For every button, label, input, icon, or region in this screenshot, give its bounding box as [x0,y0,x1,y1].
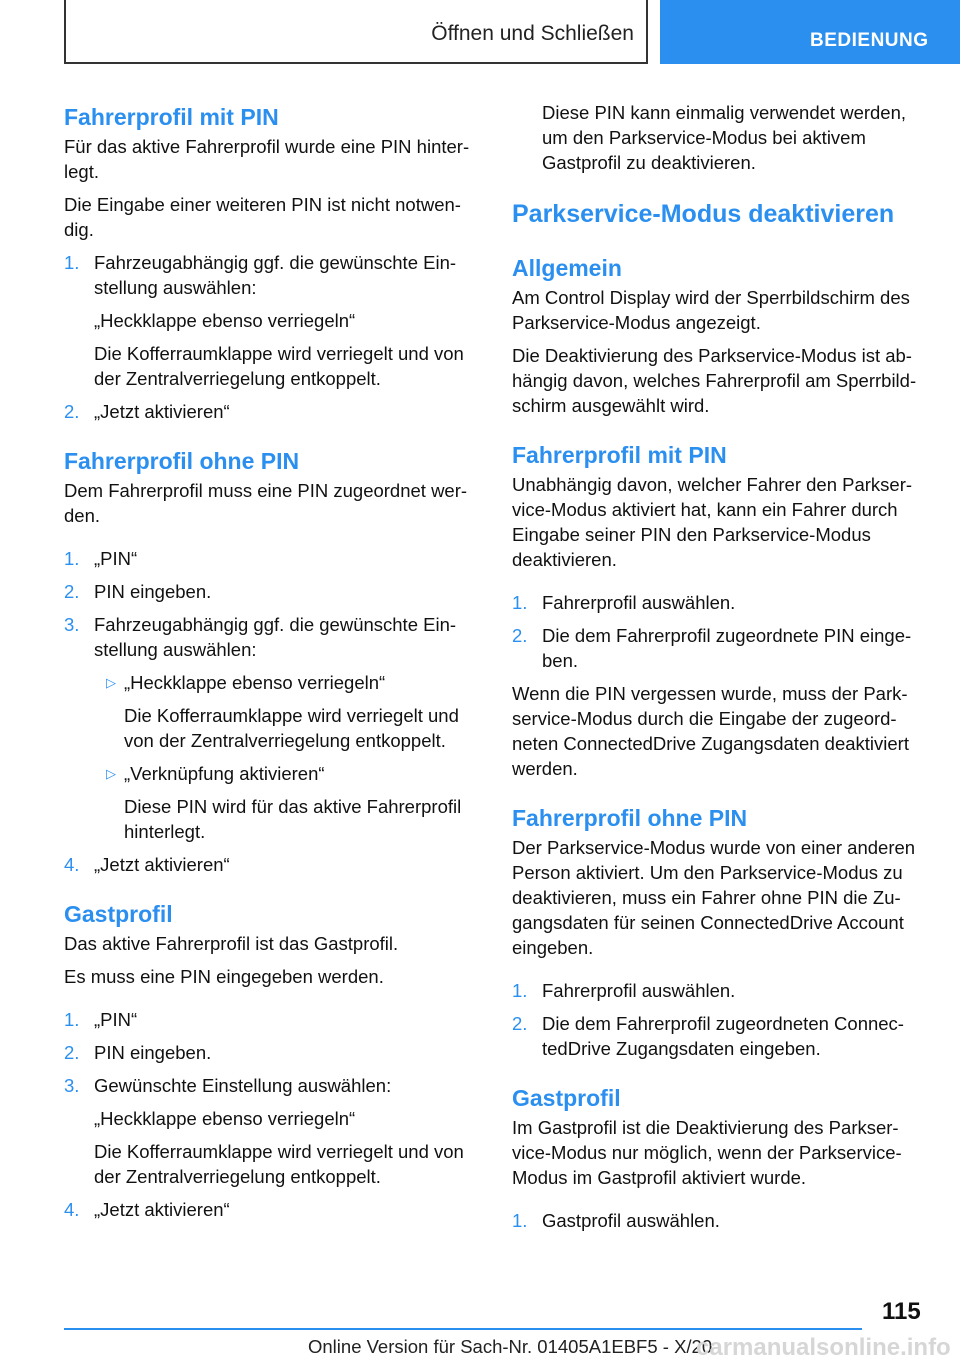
list-text: tedDrive Zugangsdaten eingeben. [542,1038,821,1059]
list-text: PIN eingeben. [94,581,212,602]
list-number: 2. [64,1042,80,1063]
list-item [64,546,478,571]
list-text: Die dem Fahrerprofil zugeordnete PIN einge- [542,625,912,646]
paragraph: Unabhängig davon, welcher Fahrer den Parkser- [512,474,913,495]
paragraph: Die Deaktivierung des Parkservice-Modus ist ab- [512,345,912,366]
list-item-cont [64,341,478,366]
list-item [64,1073,478,1098]
list-number: 2. [64,401,80,422]
list-text: der Zentralverriegelung entkoppelt. [94,368,381,389]
list-text: Die dem Fahrerprofil zugeordneten Connec- [542,1013,904,1034]
paragraph: Das aktive Fahrerprofil ist das Gastprofil. [64,933,399,954]
list-text: Fahrzeugabhängig ggf. die gewünschte Ein- [94,252,457,273]
list-number: 1. [512,1210,528,1231]
list-item-cont [512,150,932,175]
list-number: 2. [64,581,80,602]
list-number: 1. [64,252,80,273]
heading-fahrerprofil-mit-pin: Fahrerprofil mit PIN [64,104,279,130]
paragraph: Es muss eine PIN eingegeben werden. [64,966,384,987]
list-text: um den Parkservice-Modus bei aktivem [542,127,866,148]
list-item [512,1011,932,1036]
list-item [512,623,932,648]
heading-gastprofil-2: Gastprofil [512,1085,621,1111]
list-item [512,590,932,615]
list-item-cont [64,1139,478,1164]
list-text: der Zentralverriegelung entkoppelt. [94,1166,381,1187]
header-chapter-badge [660,0,960,64]
list-item [512,1208,932,1233]
triangle-right-icon: ▷ [106,766,116,781]
heading-gastprofil: Gastprofil [64,901,173,927]
list-item [64,612,478,637]
list-text: Gastprofil auswählen. [542,1210,720,1231]
heading-parkservice-modus-deaktivieren: Parkservice-Modus deaktivieren [512,200,895,228]
list-text: Fahrzeugabhängig ggf. die gewünschte Ein- [94,614,457,635]
list-text: Die Kofferraumklappe wird verriegelt und von [94,1141,464,1162]
bullet-text: Diese PIN wird für das aktive Fahrerprofil [124,796,462,817]
list-number: 1. [64,548,80,569]
list-text: ben. [542,650,579,671]
list-text: Die Kofferraumklappe wird verriegelt und von [94,343,464,364]
list-text: PIN eingeben. [94,1042,212,1063]
paragraph: service-Modus durch die Eingabe der zugeord- [512,708,897,729]
list-item-cont [64,1164,478,1189]
list-text: „Heckklappe ebenso verriegeln“ [94,1108,356,1129]
bullet-item-cont [64,728,478,753]
paragraph: Modus im Gastprofil aktiviert wurde. [512,1167,807,1188]
list-text: „PIN“ [94,1009,138,1030]
bullet-text: „Verknüpfung aktivieren“ [124,763,325,784]
list-item [64,1040,478,1065]
paragraph: Für das aktive Fahrerprofil wurde eine PIN hinter- [64,136,470,157]
list-number: 4. [64,854,80,875]
list-text: stellung auswählen: [94,639,257,660]
list-item [64,1007,478,1032]
paragraph: vice-Modus nur möglich, wenn der Parkservice- [512,1142,902,1163]
heading-fahrerprofil-ohne-pin-2: Fahrerprofil ohne PIN [512,805,748,831]
paragraph: vice-Modus aktiviert hat, kann ein Fahrer durch [512,499,898,520]
paragraph: legt. [64,161,99,182]
paragraph: deaktivieren. [512,549,617,570]
list-number: 2. [512,1013,528,1034]
heading-fahrerprofil-ohne-pin: Fahrerprofil ohne PIN [64,448,300,474]
list-item-cont [512,1036,932,1061]
bullet-item-cont [64,794,478,819]
paragraph: Im Gastprofil ist die Deaktivierung des Parkser- [512,1117,899,1138]
list-text: „Jetzt aktivieren“ [94,854,230,875]
paragraph: schirm ausgewählt wird. [512,395,710,416]
footer-online-version: Online Version für Sach-Nr. 01405A1EBF5 - X/20 [308,1336,713,1357]
header-section-title: Öffnen und Schließen [431,22,634,45]
paragraph: eingeben. [512,937,594,958]
list-item-cont [512,100,932,125]
bullet-item [64,761,478,786]
paragraph: Dem Fahrerprofil muss eine PIN zugeordnet wer- [64,480,468,501]
list-item [512,978,932,1003]
footer-divider [64,1328,862,1330]
page-number: 115 [882,1298,921,1325]
list-text: Fahrerprofil auswählen. [542,980,736,1001]
paragraph: Der Parkservice-Modus wurde von einer anderen [512,837,916,858]
list-item [64,399,478,424]
list-number: 3. [64,1075,80,1096]
paragraph: neten ConnectedDrive Zugangsdaten deaktiviert [512,733,909,754]
paragraph: werden. [512,758,578,779]
list-text: „PIN“ [94,548,138,569]
paragraph: deaktivieren, muss ein Fahrer ohne PIN die Zu- [512,887,901,908]
paragraph: hängig davon, welches Fahrerprofil am Sperrbild- [512,370,917,391]
paragraph: Parkservice-Modus angezeigt. [512,312,761,333]
left-column [64,100,478,1222]
list-text: Diese PIN kann einmalig verwendet werden, [542,102,907,123]
list-text: „Jetzt aktivieren“ [94,401,230,422]
list-item [64,852,478,877]
bullet-text: von der Zentralverriegelung entkoppelt. [124,730,446,751]
bullet-text: hinterlegt. [124,821,206,842]
watermark: carmanualsonline.info [696,1334,951,1361]
list-item-cont [512,648,932,673]
paragraph: Person aktiviert. Um den Parkservice-Modus zu [512,862,903,883]
list-item [64,1197,478,1222]
paragraph: dig. [64,219,94,240]
list-text: „Jetzt aktivieren“ [94,1199,230,1220]
paragraph: Am Control Display wird der Sperrbildschirm des [512,287,910,308]
list-item-cont [64,308,478,333]
list-text: stellung auswählen: [94,277,257,298]
list-item-cont [64,275,478,300]
list-number: 1. [512,592,528,613]
paragraph: gangsdaten für seinen ConnectedDrive Account [512,912,904,933]
bullet-text: „Heckklappe ebenso verriegeln“ [124,672,386,693]
heading-allgemein: Allgemein [512,255,622,281]
paragraph: Wenn die PIN vergessen wurde, muss der Park- [512,683,908,704]
bullet-item [64,670,478,695]
list-item [64,579,478,604]
right-column [512,100,932,1233]
list-item-cont [512,125,932,150]
list-number: 2. [512,625,528,646]
chapter-label: BEDIENUNG [810,30,929,51]
list-text: Gewünschte Einstellung auswählen: [94,1075,392,1096]
heading-fahrerprofil-mit-pin-2: Fahrerprofil mit PIN [512,442,727,468]
paragraph: den. [64,505,101,526]
paragraph: Eingabe seiner PIN den Parkservice-Modus [512,524,871,545]
list-text: „Heckklappe ebenso verriegeln“ [94,310,356,331]
triangle-right-icon: ▷ [106,675,116,690]
list-number: 1. [64,1009,80,1030]
list-text: Gastprofil zu deaktivieren. [542,152,756,173]
list-number: 4. [64,1199,80,1220]
bullet-text: Die Kofferraumklappe wird verriegelt und [124,705,459,726]
list-number: 3. [64,614,80,635]
list-item-cont [64,637,478,662]
paragraph: Die Eingabe einer weiteren PIN ist nicht notwen- [64,194,461,215]
list-item-cont [64,366,478,391]
list-item-cont [64,1106,478,1131]
bullet-item-cont [64,703,478,728]
list-number: 1. [512,980,528,1001]
list-text: Fahrerprofil auswählen. [542,592,736,613]
list-item [64,250,478,275]
bullet-item-cont [64,819,478,844]
